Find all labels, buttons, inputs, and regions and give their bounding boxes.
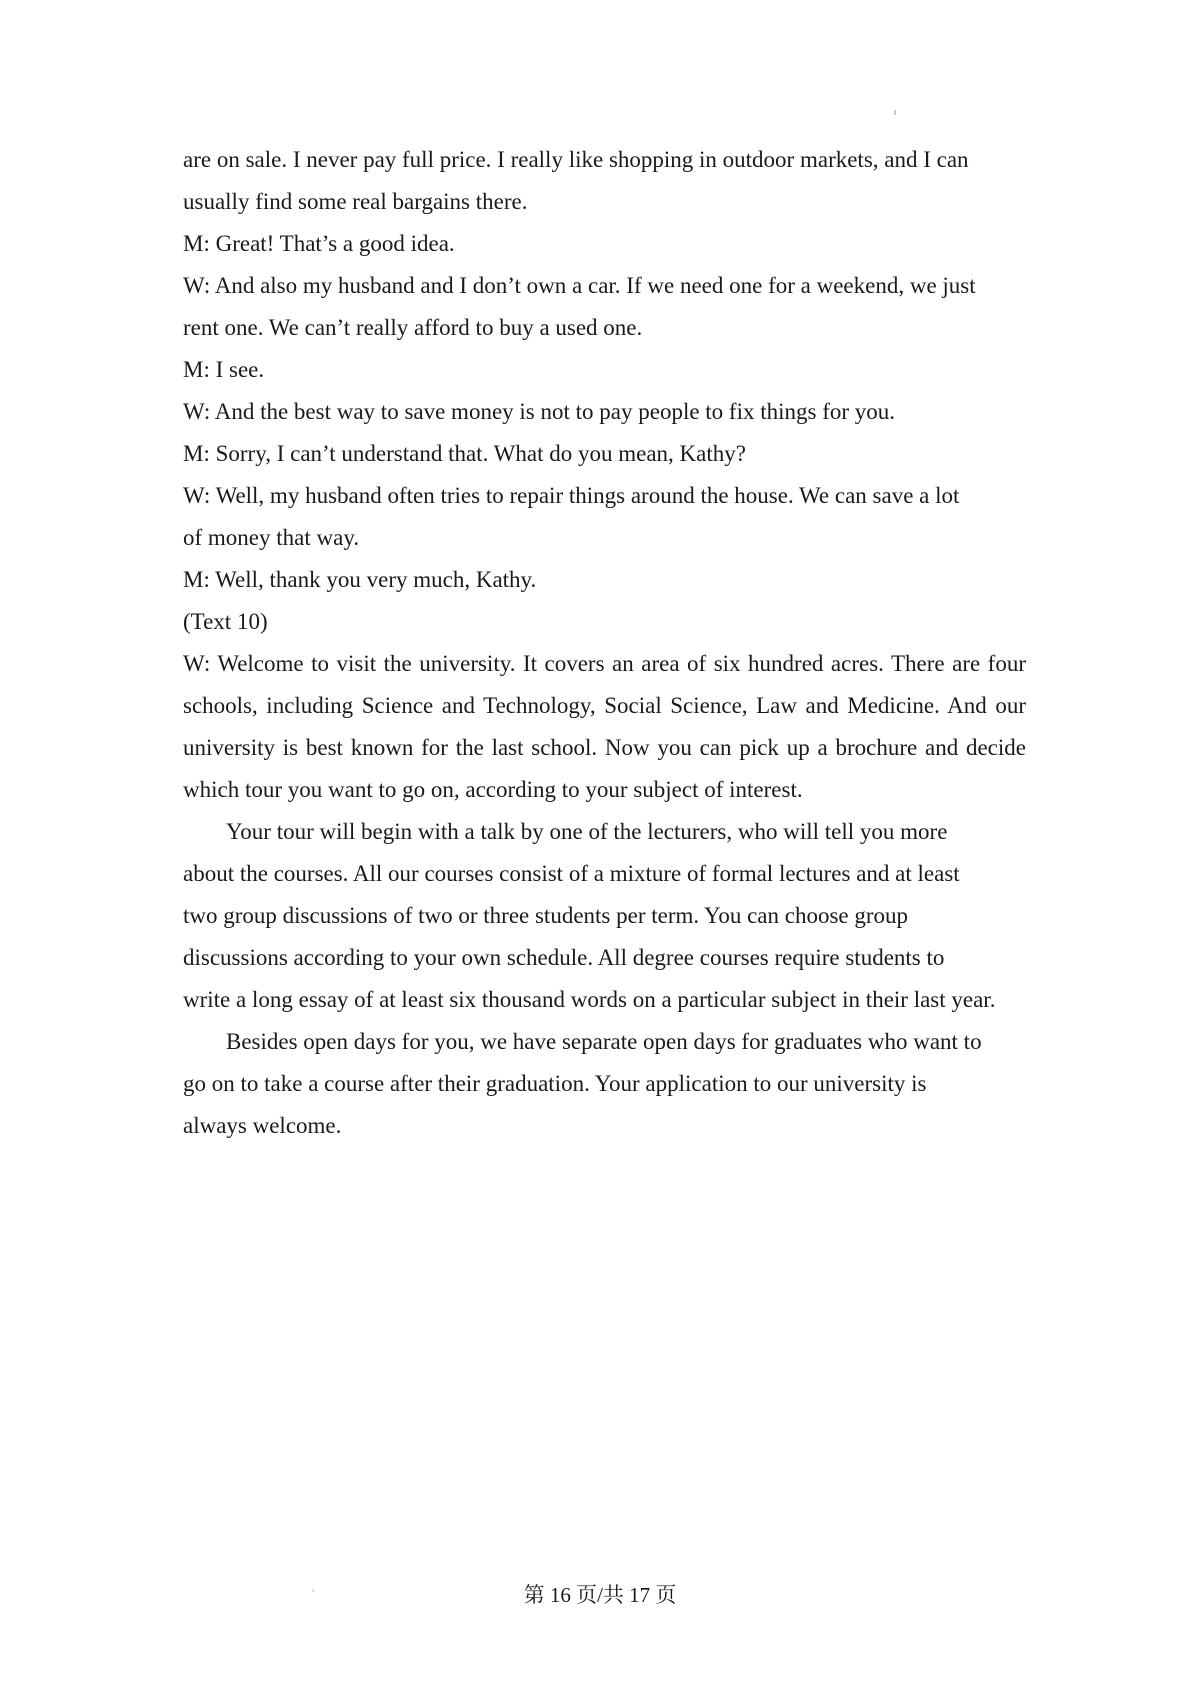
paragraph-intro: W: Welcome to visit the university. It covers an area of six hundred acres. There are four schools, including Science and Technology, Social Science, Law and Medicine. And our university is best known for the last school. Now you can pick up a brochure and decide which tour you want to go on, according to your subject of interest. [183, 651, 1026, 802]
text-line: W: And also my husband and I don’t own a car. If we need one for a weekend, we just [183, 273, 976, 298]
text-line: M: Great! That’s a good idea. [183, 231, 455, 256]
text-line: M: Sorry, I can’t understand that. What do you mean, Kathy? [183, 441, 746, 466]
text-line: Your tour will begin with a talk by one of the lecturers, who will tell you more [226, 819, 948, 844]
text-line: rent one. We can’t really afford to buy a used one. [183, 315, 643, 340]
text-line: W: And the best way to save money is not to pay people to fix things for you. [183, 399, 896, 424]
section-label: (Text 10) [183, 609, 268, 634]
text-line: go on to take a course after their graduation. Your application to our university is [183, 1071, 927, 1096]
text-line: W: Well, my husband often tries to repair things around the house. We can save a lot [183, 483, 960, 508]
text-line: about the courses. All our courses consist of a mixture of formal lectures and at least [183, 861, 960, 886]
scan-mark [894, 110, 896, 115]
text-line: are on sale. I never pay full price. I really like shopping in outdoor markets, and I can [183, 147, 969, 172]
text-line: M: I see. [183, 357, 265, 382]
text-line: always welcome. [183, 1113, 342, 1138]
text-line: of money that way. [183, 525, 360, 550]
text-line: write a long essay of at least six thousand words on a particular subject in their last year. [183, 987, 996, 1012]
page-number: 第 16 页/共 17 页 [523, 1583, 677, 1607]
text-line: M: Well, thank you very much, Kathy. [183, 567, 537, 592]
text-line: Besides open days for you, we have separate open days for graduates who want to [226, 1029, 982, 1054]
text-line: usually find some real bargains there. [183, 189, 528, 214]
text-line: discussions according to your own schedule. All degree courses require students to [183, 945, 945, 970]
document-body [183, 139, 1026, 1147]
text-line: two group discussions of two or three students per term. You can choose group [183, 903, 909, 928]
